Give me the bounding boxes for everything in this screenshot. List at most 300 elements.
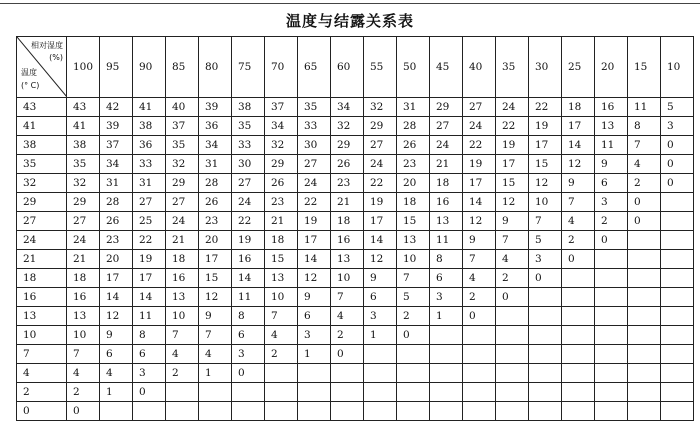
dew-point-value: 32	[73, 177, 87, 189]
dew-point-value: 29	[271, 158, 285, 170]
temp-label: 温度	[21, 68, 37, 77]
dew-point-cell	[199, 136, 232, 155]
dew-point-value: 11	[601, 139, 615, 151]
dew-point-cell	[463, 364, 496, 383]
dew-point-value: 15	[271, 253, 285, 265]
dew-point-value: 2	[469, 291, 476, 303]
dew-point-value: 7	[469, 253, 476, 265]
dew-point-cell	[496, 193, 529, 212]
dew-point-value: 33	[139, 158, 153, 170]
dew-point-cell	[100, 98, 133, 117]
dew-point-cell	[529, 269, 562, 288]
dew-point-cell	[496, 307, 529, 326]
dew-point-cell	[397, 326, 430, 345]
top-rule	[0, 3, 700, 4]
dew-point-cell	[529, 98, 562, 117]
dew-point-value: 22	[304, 196, 318, 208]
dew-point-value: 9	[304, 291, 311, 303]
dew-point-cell	[199, 117, 232, 136]
rh-column-header	[331, 37, 364, 98]
dew-point-cell	[661, 98, 694, 117]
dew-point-value: 6	[304, 310, 311, 322]
table-row	[17, 231, 694, 250]
dew-point-cell	[100, 250, 133, 269]
dew-point-cell	[496, 383, 529, 402]
dew-point-value: 43	[73, 101, 87, 113]
dew-point-value: 4	[634, 158, 641, 170]
dew-point-cell	[265, 155, 298, 174]
dew-point-value: 7	[634, 139, 641, 151]
dew-point-value: 9	[502, 215, 509, 227]
dew-point-cell	[463, 345, 496, 364]
dew-point-cell	[463, 383, 496, 402]
dew-point-cell	[298, 345, 331, 364]
dew-point-cell	[430, 402, 463, 421]
dew-point-cell	[595, 98, 628, 117]
dew-point-value: 1	[106, 386, 113, 398]
dew-point-value: 0	[238, 367, 245, 379]
dew-point-cell	[166, 288, 199, 307]
dew-point-value: 14	[106, 291, 120, 303]
dew-point-cell	[232, 98, 265, 117]
dew-point-cell	[166, 117, 199, 136]
rh-column-value: 90	[139, 61, 153, 73]
dew-point-value: 0	[535, 272, 542, 284]
dew-point-cell	[430, 155, 463, 174]
dew-point-cell	[331, 383, 364, 402]
dew-point-cell	[595, 345, 628, 364]
dew-point-cell	[67, 250, 100, 269]
dew-point-value: 24	[238, 196, 252, 208]
table-row	[17, 269, 694, 288]
dew-point-cell	[595, 193, 628, 212]
dew-point-cell	[661, 307, 694, 326]
dew-point-value: 21	[436, 158, 450, 170]
dew-point-value: 17	[304, 234, 318, 246]
dew-point-cell	[430, 345, 463, 364]
dew-point-value: 3	[304, 329, 311, 341]
dew-point-value: 39	[205, 101, 219, 113]
dew-point-value: 19	[535, 120, 549, 132]
dew-point-cell	[430, 250, 463, 269]
dew-point-cell	[199, 193, 232, 212]
dew-point-cell	[331, 98, 364, 117]
dew-point-value: 20	[106, 253, 120, 265]
dew-point-value: 0	[667, 139, 674, 151]
table-row	[17, 383, 694, 402]
dew-point-cell	[298, 193, 331, 212]
dew-point-cell	[628, 307, 661, 326]
dew-point-value: 16	[73, 291, 87, 303]
dew-point-cell	[463, 117, 496, 136]
dew-point-cell	[397, 364, 430, 383]
dew-point-value: 6	[106, 348, 113, 360]
dew-point-cell	[562, 117, 595, 136]
dew-point-cell	[496, 269, 529, 288]
dew-point-cell	[661, 174, 694, 193]
dew-point-cell	[67, 136, 100, 155]
rh-column-value: 45	[436, 61, 450, 73]
dew-point-cell	[529, 326, 562, 345]
dew-point-cell	[595, 231, 628, 250]
dew-point-value: 13	[337, 253, 351, 265]
dew-point-cell	[430, 117, 463, 136]
dew-point-value: 19	[304, 215, 318, 227]
temperature-cell	[17, 174, 67, 193]
dew-point-value: 16	[172, 272, 186, 284]
dew-point-cell	[430, 231, 463, 250]
dew-point-cell	[298, 212, 331, 231]
dew-point-value: 1	[370, 329, 377, 341]
dew-point-value: 20	[403, 177, 417, 189]
rh-column-value: 85	[172, 61, 186, 73]
dew-point-cell	[463, 269, 496, 288]
dew-point-value: 0	[568, 253, 575, 265]
dew-point-cell	[67, 174, 100, 193]
dew-point-cell	[232, 231, 265, 250]
dew-point-value: 14	[304, 253, 318, 265]
dew-point-cell	[628, 136, 661, 155]
dew-point-cell	[100, 231, 133, 250]
dew-point-value: 28	[403, 120, 417, 132]
dew-point-cell	[265, 288, 298, 307]
temperature-value: 43	[23, 101, 37, 113]
dew-point-value: 14	[568, 139, 582, 151]
rh-unit: (%)	[49, 53, 63, 62]
dew-point-cell	[199, 250, 232, 269]
dew-point-cell	[100, 193, 133, 212]
temperature-cell	[17, 326, 67, 345]
dew-point-value: 27	[469, 101, 483, 113]
dew-point-value: 31	[106, 177, 120, 189]
dew-point-cell	[661, 212, 694, 231]
table-row	[17, 364, 694, 383]
dew-point-value: 12	[304, 272, 318, 284]
temperature-value: 27	[23, 215, 37, 227]
dew-point-value: 27	[370, 139, 384, 151]
dew-point-cell	[67, 155, 100, 174]
dew-point-cell	[100, 269, 133, 288]
dew-point-cell	[265, 383, 298, 402]
temperature-value: 18	[23, 272, 37, 284]
dew-point-value: 36	[205, 120, 219, 132]
dew-point-cell	[595, 383, 628, 402]
dew-point-cell	[397, 345, 430, 364]
dew-point-value: 12	[568, 158, 582, 170]
dew-point-cell	[133, 307, 166, 326]
dew-point-cell	[100, 326, 133, 345]
dew-point-cell	[562, 345, 595, 364]
dew-point-cell	[199, 326, 232, 345]
dew-point-cell	[496, 288, 529, 307]
dew-point-cell	[463, 212, 496, 231]
dew-point-cell	[133, 174, 166, 193]
dew-point-cell	[298, 155, 331, 174]
dew-point-value: 3	[139, 367, 146, 379]
rh-column-value: 65	[304, 61, 318, 73]
dew-point-value: 6	[601, 177, 608, 189]
dew-point-cell	[595, 288, 628, 307]
temperature-cell	[17, 364, 67, 383]
dew-point-cell	[166, 345, 199, 364]
dew-point-value: 14	[370, 234, 384, 246]
dew-point-cell	[661, 231, 694, 250]
temperature-value: 16	[23, 291, 37, 303]
dew-point-cell	[562, 174, 595, 193]
dew-point-value: 39	[106, 120, 120, 132]
dew-point-value: 18	[271, 234, 285, 246]
dew-point-value: 18	[436, 177, 450, 189]
dew-point-value: 23	[205, 215, 219, 227]
temperature-value: 0	[23, 405, 30, 417]
dew-point-cell	[232, 269, 265, 288]
dew-point-cell	[529, 136, 562, 155]
dew-point-value: 41	[139, 101, 153, 113]
dew-point-value: 13	[172, 291, 186, 303]
dew-point-cell	[166, 269, 199, 288]
dew-point-value: 34	[205, 139, 219, 151]
dew-point-cell	[67, 364, 100, 383]
dew-point-cell	[100, 383, 133, 402]
temperature-value: 41	[23, 120, 37, 132]
dew-point-cell	[529, 174, 562, 193]
dew-point-cell	[562, 98, 595, 117]
dew-point-cell	[331, 155, 364, 174]
table-row	[17, 307, 694, 326]
dew-point-cell	[166, 155, 199, 174]
dew-point-value: 23	[337, 177, 351, 189]
temperature-value: 38	[23, 139, 37, 151]
dew-point-cell	[100, 212, 133, 231]
dew-point-cell	[529, 288, 562, 307]
dew-point-cell	[100, 345, 133, 364]
dew-point-value: 32	[172, 158, 186, 170]
dew-point-value: 14	[139, 291, 153, 303]
rh-column-value: 10	[667, 61, 681, 73]
dew-point-cell	[562, 326, 595, 345]
dew-point-value: 4	[469, 272, 476, 284]
dew-point-cell	[133, 117, 166, 136]
dew-point-cell	[430, 269, 463, 288]
dew-point-cell	[199, 345, 232, 364]
dew-point-value: 16	[436, 196, 450, 208]
dew-point-cell	[595, 364, 628, 383]
dew-point-cell	[529, 402, 562, 421]
dew-point-value: 18	[403, 196, 417, 208]
dew-point-cell	[166, 193, 199, 212]
dew-point-value: 6	[436, 272, 443, 284]
dew-point-cell	[529, 155, 562, 174]
dew-point-cell	[562, 383, 595, 402]
dew-point-value: 4	[337, 310, 344, 322]
dew-point-cell	[430, 212, 463, 231]
dew-point-value: 7	[205, 329, 212, 341]
temperature-value: 2	[23, 386, 30, 398]
dew-point-value: 9	[370, 272, 377, 284]
dew-point-value: 2	[271, 348, 278, 360]
dew-point-cell	[133, 231, 166, 250]
dew-point-value: 8	[436, 253, 443, 265]
dew-point-cell	[562, 307, 595, 326]
dew-point-cell	[397, 98, 430, 117]
temperature-cell	[17, 117, 67, 136]
dew-point-cell	[331, 250, 364, 269]
dew-point-value: 8	[634, 120, 641, 132]
rh-column-header	[133, 37, 166, 98]
dew-point-value: 2	[73, 386, 80, 398]
dew-point-cell	[232, 364, 265, 383]
dew-point-cell	[298, 269, 331, 288]
dew-point-value: 17	[502, 158, 516, 170]
dew-point-cell	[100, 155, 133, 174]
table-row	[17, 288, 694, 307]
dew-point-cell	[133, 155, 166, 174]
dew-point-value: 15	[403, 215, 417, 227]
dew-point-value: 4	[502, 253, 509, 265]
dew-point-value: 15	[502, 177, 516, 189]
dew-point-cell	[331, 136, 364, 155]
rh-column-header	[364, 37, 397, 98]
dew-point-cell	[496, 345, 529, 364]
dew-point-cell	[199, 98, 232, 117]
dew-point-value: 2	[568, 234, 575, 246]
temp-unit: (° C)	[21, 81, 40, 90]
dew-point-value: 31	[403, 101, 417, 113]
dew-point-cell	[331, 212, 364, 231]
dew-point-value: 7	[568, 196, 575, 208]
dew-point-cell	[133, 326, 166, 345]
dew-point-cell	[529, 364, 562, 383]
dew-point-cell	[331, 193, 364, 212]
dew-point-value: 9	[205, 310, 212, 322]
dew-point-value: 14	[238, 272, 252, 284]
dew-point-value: 13	[436, 215, 450, 227]
dew-point-cell	[397, 250, 430, 269]
dew-point-cell	[265, 212, 298, 231]
dew-point-value: 37	[172, 120, 186, 132]
rh-column-value: 30	[535, 61, 549, 73]
dew-point-cell	[595, 250, 628, 269]
dew-point-cell	[67, 345, 100, 364]
dew-point-cell	[595, 174, 628, 193]
dew-point-value: 34	[271, 120, 285, 132]
dew-point-cell	[628, 193, 661, 212]
rh-column-header	[232, 37, 265, 98]
dew-point-value: 0	[667, 158, 674, 170]
dew-point-value: 13	[271, 272, 285, 284]
dew-point-cell	[463, 250, 496, 269]
table-title: 温度与结露关系表	[285, 12, 414, 30]
dew-point-value: 27	[73, 215, 87, 227]
corner-header	[17, 37, 67, 98]
dew-point-value: 0	[502, 291, 509, 303]
dew-point-cell	[199, 155, 232, 174]
dew-point-value: 8	[139, 329, 146, 341]
dew-point-cell	[133, 136, 166, 155]
dew-point-cell	[133, 364, 166, 383]
dew-point-cell	[67, 288, 100, 307]
dew-point-value: 24	[436, 139, 450, 151]
dew-point-cell	[661, 326, 694, 345]
dew-point-value: 4	[73, 367, 80, 379]
dew-point-value: 33	[304, 120, 318, 132]
rh-column-value: 75	[238, 61, 252, 73]
dew-point-value: 18	[568, 101, 582, 113]
dew-point-cell	[265, 269, 298, 288]
dew-point-cell	[232, 326, 265, 345]
dew-point-cell	[166, 250, 199, 269]
dew-point-value: 0	[601, 234, 608, 246]
dew-point-cell	[199, 174, 232, 193]
dew-point-cell	[562, 364, 595, 383]
dew-point-value: 28	[205, 177, 219, 189]
dew-point-cell	[661, 117, 694, 136]
rh-column-value: 100	[73, 61, 94, 73]
dew-point-cell	[100, 364, 133, 383]
dew-point-value: 10	[535, 196, 549, 208]
dew-point-value: 3	[370, 310, 377, 322]
rh-column-header	[67, 37, 100, 98]
dew-point-cell	[529, 193, 562, 212]
dew-point-cell	[595, 326, 628, 345]
dew-point-cell	[265, 174, 298, 193]
dew-point-value: 2	[502, 272, 509, 284]
temperature-cell	[17, 250, 67, 269]
dew-point-value: 26	[106, 215, 120, 227]
temperature-value: 21	[23, 253, 37, 265]
dew-point-value: 23	[106, 234, 120, 246]
dew-point-cell	[133, 345, 166, 364]
table-row	[17, 250, 694, 269]
dew-point-value: 6	[370, 291, 377, 303]
dew-point-value: 24	[469, 120, 483, 132]
dew-point-cell	[595, 402, 628, 421]
temperature-value: 29	[23, 196, 37, 208]
dew-point-cell	[232, 383, 265, 402]
dew-point-cell	[100, 117, 133, 136]
dew-point-value: 18	[337, 215, 351, 227]
dew-point-value: 32	[370, 101, 384, 113]
dew-point-value: 7	[535, 215, 542, 227]
dew-point-value: 11	[238, 291, 252, 303]
dew-point-cell	[496, 117, 529, 136]
dew-point-cell	[199, 288, 232, 307]
dew-point-cell	[628, 326, 661, 345]
dew-point-value: 20	[205, 234, 219, 246]
dew-point-value: 35	[304, 101, 318, 113]
dew-point-cell	[298, 250, 331, 269]
dew-point-value: 27	[304, 158, 318, 170]
dew-point-cell	[100, 288, 133, 307]
dew-point-cell	[562, 212, 595, 231]
dew-point-value: 5	[403, 291, 410, 303]
dew-point-cell	[331, 345, 364, 364]
dew-point-cell	[430, 307, 463, 326]
dew-point-cell	[133, 288, 166, 307]
dew-point-cell	[67, 212, 100, 231]
dew-point-value: 5	[667, 101, 674, 113]
dew-point-cell	[661, 193, 694, 212]
dew-point-cell	[628, 402, 661, 421]
dew-point-cell	[397, 155, 430, 174]
dew-point-cell	[595, 117, 628, 136]
dew-point-cell	[298, 402, 331, 421]
dew-point-cell	[100, 307, 133, 326]
dew-point-cell	[331, 117, 364, 136]
dew-point-value: 21	[337, 196, 351, 208]
dew-point-cell	[661, 345, 694, 364]
dew-point-value: 2	[634, 177, 641, 189]
